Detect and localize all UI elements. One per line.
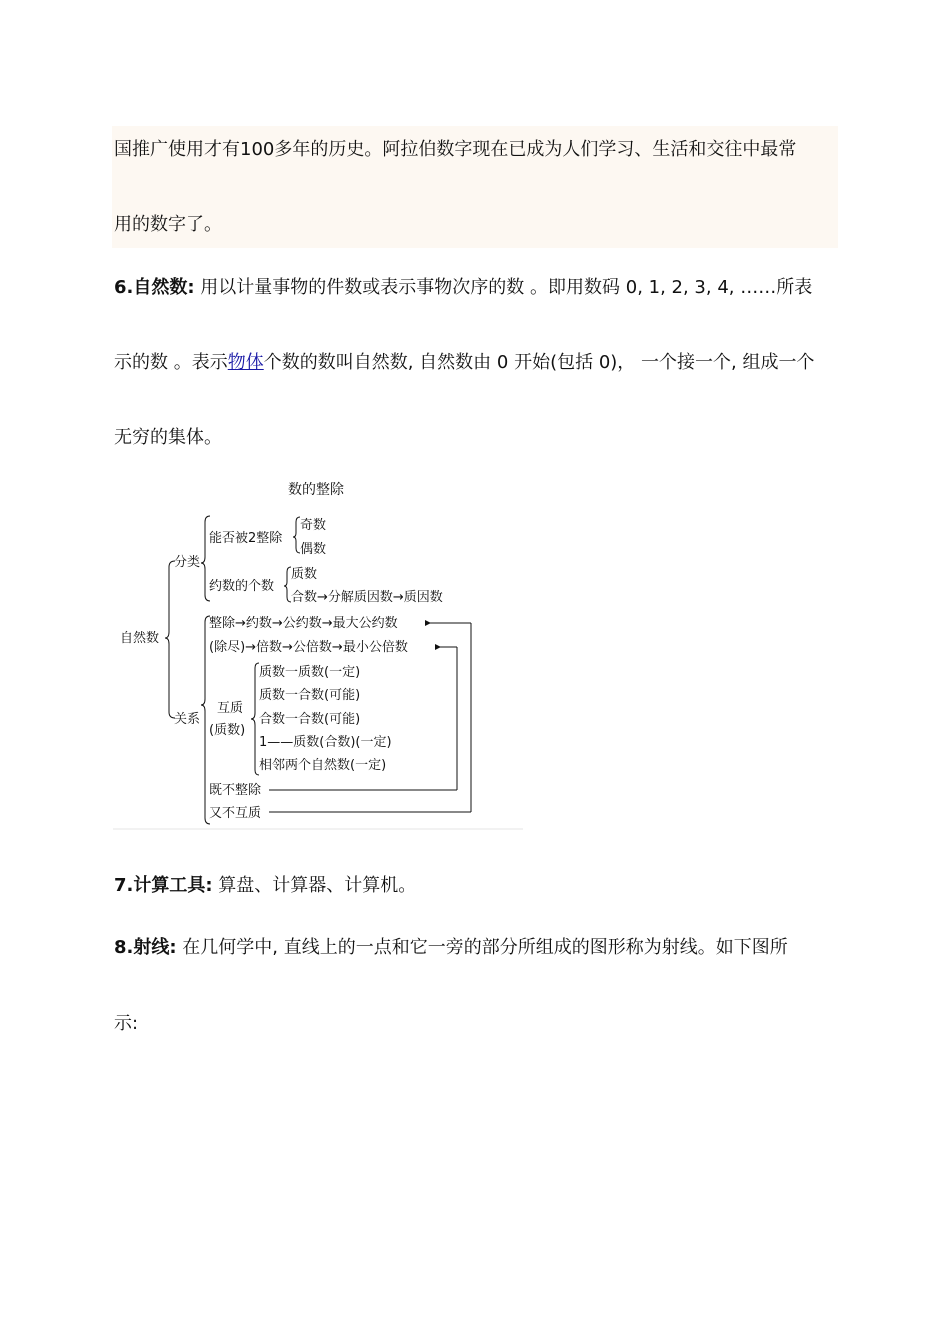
div2-brace — [293, 517, 300, 553]
coprime-label: 互质 — [217, 701, 244, 716]
section-7 — [114, 874, 839, 898]
pair-3: 合数一合数(可能) — [259, 712, 361, 727]
coprime-sub-label: (质数) — [209, 723, 246, 738]
divisor-count-label: 约数的个数 — [209, 579, 275, 594]
pair-1: 质数一质数(一定) — [259, 665, 361, 680]
section-8-heading: 8.射线: — [114, 937, 177, 958]
section-6-line-2 — [114, 351, 839, 375]
diagram-root: 自然数 — [120, 631, 160, 646]
object-link[interactable]: 物体 — [227, 352, 264, 373]
classify-label: 分类 — [174, 555, 201, 570]
chain-lcm: (除尽)→倍数→公倍数→最小公倍数 — [209, 640, 408, 655]
section-7-heading: 7.计算工具: — [114, 875, 213, 896]
root-brace — [165, 561, 175, 718]
composite-chain: 合数→分解质因数→质因数 — [291, 590, 443, 605]
section-8-line-1-text: 在几何学中, 直线上的一点和它一旁的部分所组成的图形称为射线。如下图所 — [182, 937, 788, 958]
section-8-line-1 — [114, 936, 839, 960]
divisibility-diagram — [113, 470, 523, 830]
section-6-heading: 6.自然数: — [114, 277, 195, 298]
section-6-line-2-before: 示的数 。表示 — [114, 352, 228, 373]
divisor-brace — [284, 567, 291, 602]
pair-2: 质数一合数(可能) — [259, 688, 361, 703]
even-label: 偶数 — [300, 542, 327, 557]
chain-gcd: 整除→约数→公约数→最大公约数 — [209, 616, 398, 631]
pair-5: 相邻两个自然数(一定) — [259, 758, 387, 773]
section-6-line-2-after: 个数的数叫自然数, 自然数由 0 开始(包括 0)， 一个接一个, 组成一个 — [263, 352, 815, 373]
section-6-line-3: 无穷的集体。 — [114, 427, 222, 448]
pair-4: 1——质数(合数)(一定) — [259, 735, 392, 750]
relation-label: 关系 — [174, 712, 201, 727]
not-coprime-label: 又不互质 — [209, 806, 262, 821]
intro-line-1: 国推广使用才有100多年的历史。阿拉伯数字现在已成为人们学习、生活和交往中最常 — [114, 139, 797, 160]
coprime-brace — [251, 663, 259, 775]
prime-label: 质数 — [291, 567, 318, 582]
not-divisible-label: 既不整除 — [209, 783, 262, 798]
odd-label: 奇数 — [300, 518, 327, 533]
intro-line-2: 用的数字了。 — [114, 214, 222, 235]
diagram-title: 数的整除 — [288, 482, 344, 498]
section-8-line-2: 示: — [114, 1013, 139, 1034]
div2-label: 能否被2整除 — [209, 531, 283, 546]
section-6-line-1 — [114, 276, 839, 300]
section-7-text: 算盘、计算器、计算机。 — [218, 875, 417, 896]
section-6-line-1-text: 用以计量事物的件数或表示事物次序的数 。即用数码 0, 1, 2, 3, 4, ……所表 — [200, 277, 813, 298]
